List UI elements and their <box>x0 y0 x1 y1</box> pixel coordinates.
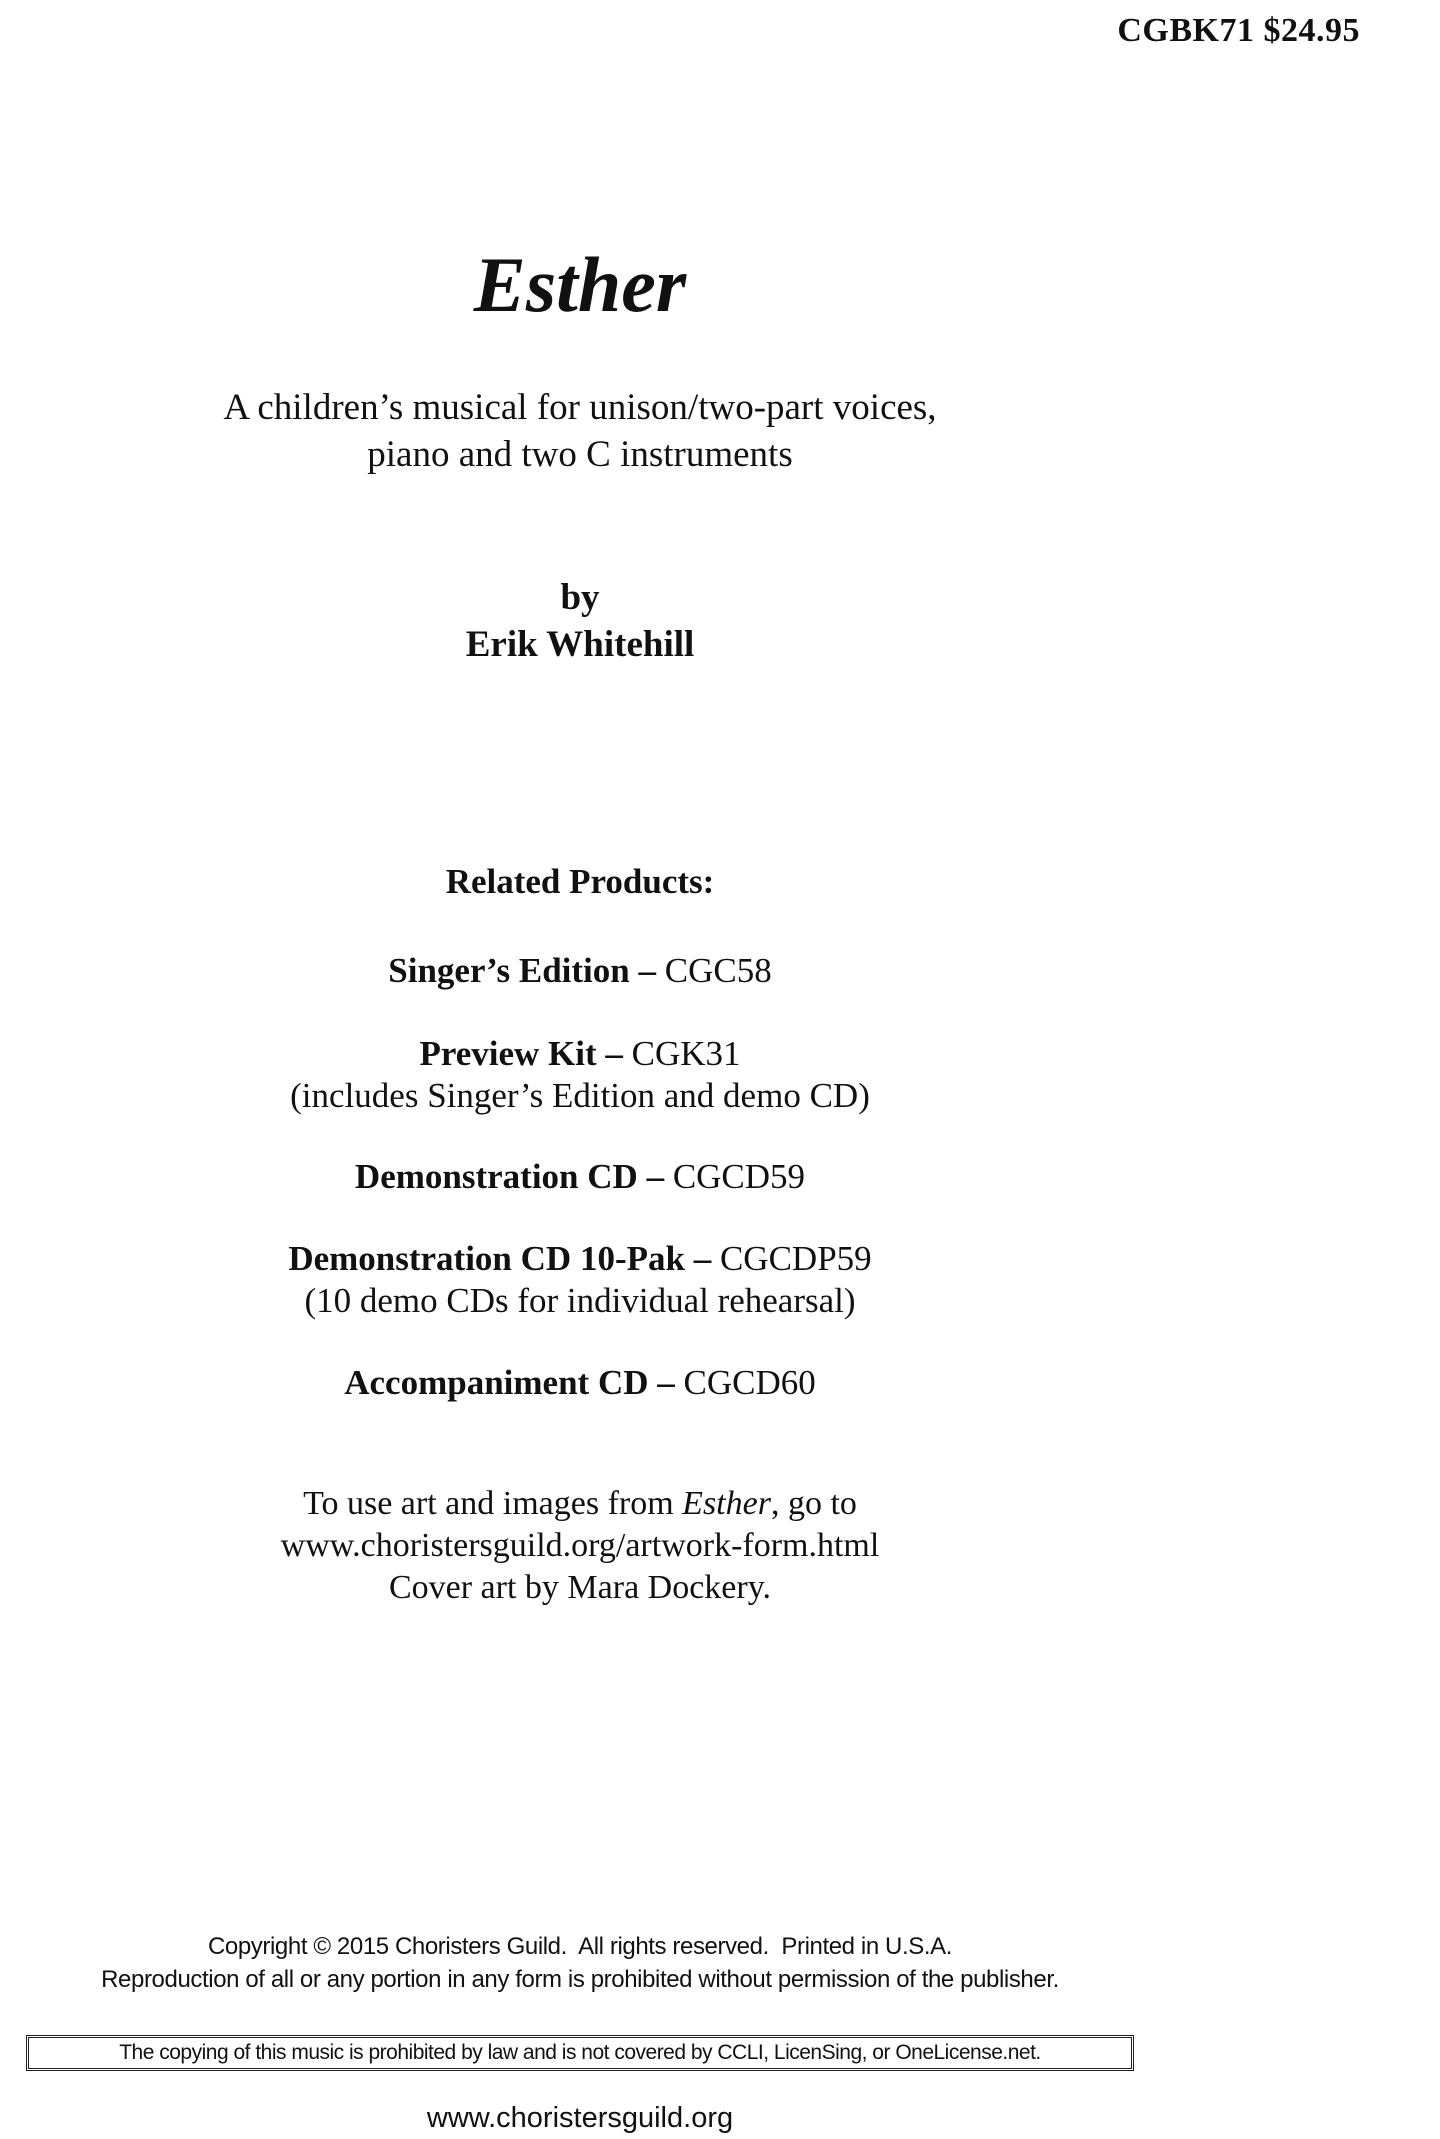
usage-suffix: , go to <box>770 1485 857 1522</box>
product-name: Demonstration CD 10-Pak <box>288 1239 685 1278</box>
product-code: CGC58 <box>664 951 772 990</box>
catalog-number: CGBK71 <box>1117 12 1255 49</box>
catalog-price <box>1117 12 1360 50</box>
usage-line-1 <box>0 1483 1160 1525</box>
product-name: Preview Kit <box>419 1034 597 1073</box>
artwork-usage-note <box>0 1483 1160 1609</box>
price: $24.95 <box>1263 12 1360 49</box>
product-note: (includes Singer’s Edition and demo CD) <box>290 1076 870 1115</box>
product-note: (10 demo CDs for individual rehearsal) <box>304 1281 856 1320</box>
product-code: CGK31 <box>631 1034 741 1073</box>
artwork-form-url: www.choristersguild.org/artwork-form.html <box>280 1527 880 1564</box>
product-name: Singer’s Edition <box>388 951 630 990</box>
credits <box>0 574 1160 668</box>
product-item <box>0 1362 1160 1404</box>
licensing-notice-box <box>26 2035 1134 2071</box>
licensing-notice: The copying of this music is prohibited by law and is not covered by CCLI, LicenSing, or OneLicense.net. <box>119 2041 1041 2064</box>
copyright-block <box>0 1930 1160 1996</box>
separator: – <box>684 1239 720 1278</box>
product-code: CGCD60 <box>683 1363 816 1402</box>
product-item <box>0 1156 1160 1198</box>
product-code: CGCD59 <box>672 1157 806 1196</box>
usage-prefix: To use art and images from <box>303 1485 683 1522</box>
product-name: Demonstration CD <box>354 1157 638 1196</box>
product-code: CGCDP59 <box>719 1239 872 1278</box>
by-label: by <box>560 577 600 618</box>
reproduction-line: Reproduction of all or any portion in any form is prohibited without permission of the publisher. <box>101 1966 1059 1993</box>
separator: – <box>596 1034 632 1073</box>
related-products-heading: Related Products: <box>445 862 715 901</box>
publisher-website: www.choristersguild.org <box>426 2102 734 2134</box>
subtitle-line-1: A children’s musical for unison/two-part voices, <box>223 387 937 428</box>
product-item <box>0 1238 1160 1322</box>
separator: – <box>637 1157 673 1196</box>
copyright-line: Copyright © 2015 Choristers Guild. All rights reserved. Printed in U.S.A. <box>207 1933 952 1960</box>
usage-title-italic: Esther <box>682 1485 771 1522</box>
product-item <box>0 950 1160 992</box>
author-name: Erik Whitehill <box>465 624 695 665</box>
separator: – <box>629 951 665 990</box>
subtitle <box>0 384 1160 478</box>
separator: – <box>648 1363 684 1402</box>
product-item <box>0 1033 1160 1117</box>
subtitle-line-2: piano and two C instruments <box>367 434 793 475</box>
cover-art-credit: Cover art by Mara Dockery. <box>388 1569 772 1606</box>
product-name: Accompaniment CD <box>344 1363 649 1402</box>
page-title: Esther <box>473 241 687 328</box>
